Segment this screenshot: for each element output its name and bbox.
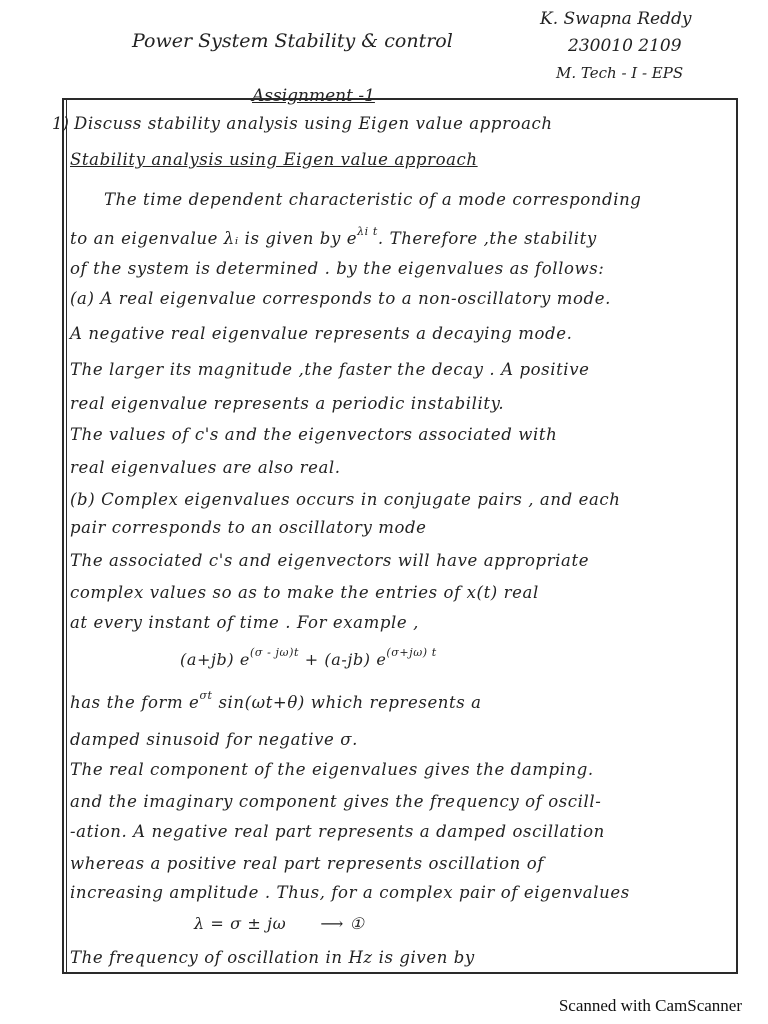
text-line: and the imaginary component gives the frequency of oscill- — [70, 792, 602, 811]
text-fragment: . Therefore ,the stability — [377, 229, 597, 248]
text-line: A negative real eigenvalue represents a decaying mode. — [70, 324, 573, 343]
exponent: (σ - jω)t — [250, 646, 300, 659]
text-line: of the system is determined . by the eigenvalues as follows: — [70, 259, 605, 278]
scanner-watermark: Scanned with CamScanner — [558, 996, 742, 1015]
equation-term: (a+jb) e — [180, 650, 250, 669]
equation-line — [194, 914, 365, 933]
text-line: at every instant of time . For example , — [70, 613, 419, 632]
section-heading: Stability analysis using Eigen value approach — [70, 150, 478, 169]
text-line: complex values so as to make the entries of x(t) real — [70, 583, 539, 602]
exponent: σt — [199, 689, 213, 702]
text-line: increasing amplitude . Thus, for a complex pair of eigenvalues — [70, 883, 630, 902]
text-line: (a) A real eigenvalue corresponds to a non-oscillatory mode. — [70, 289, 611, 308]
question-text: Discuss stability analysis using Eigen value approach — [74, 114, 553, 133]
text-line: pair corresponds to an oscillatory mode — [70, 518, 427, 537]
exponent: (σ+jω) t — [386, 646, 437, 659]
text-line: -ation. A negative real part represents a damped oscillation — [70, 822, 605, 841]
text-line: The larger its magnitude ,the faster the decay . A positive — [70, 360, 590, 379]
course-title: Power System Stability & control — [132, 30, 453, 52]
text-line: real eigenvalue represents a periodic instability. — [70, 394, 505, 413]
text-line: real eigenvalues are also real. — [70, 458, 341, 477]
equation-term: + (a-jb) e — [304, 650, 387, 669]
text-line — [70, 689, 482, 712]
text-line: (b) Complex eigenvalues occurs in conjugate pairs , and each — [70, 490, 621, 509]
student-name: K. Swapna Reddy — [540, 9, 692, 29]
text-line: The frequency of oscillation in Hz is given by — [70, 948, 475, 967]
text-line: The real component of the eigenvalues gives the damping. — [70, 760, 594, 779]
equation: λ = σ ± jω — [194, 914, 287, 933]
text-fragment: to an eigenvalue λᵢ is given by e — [70, 229, 358, 248]
roll-number: 230010 2109 — [568, 36, 682, 56]
equation-line — [180, 646, 437, 669]
assignment-title: Assignment -1 — [252, 86, 375, 106]
text-line — [70, 225, 597, 248]
question-number: 1) — [52, 114, 69, 133]
text-line: The associated c's and eigenvectors will have appropriate — [70, 551, 590, 570]
exponent: λi t — [357, 225, 378, 238]
text-line: whereas a positive real part represents oscillation of — [70, 854, 544, 873]
equation-tag: ⟶ ① — [320, 914, 365, 933]
text-line: damped sinusoid for negative σ. — [70, 730, 358, 749]
program: M. Tech - I - EPS — [556, 64, 684, 82]
student-info — [540, 6, 691, 87]
text-line: The time dependent characteristic of a mode corresponding — [104, 190, 642, 209]
text-line: The values of c's and the eigenvectors associated with — [70, 425, 558, 444]
text-fragment: has the form e — [70, 693, 200, 712]
margin-rule — [66, 98, 67, 974]
text-fragment: sin(ωt+θ) which represents a — [218, 693, 482, 712]
